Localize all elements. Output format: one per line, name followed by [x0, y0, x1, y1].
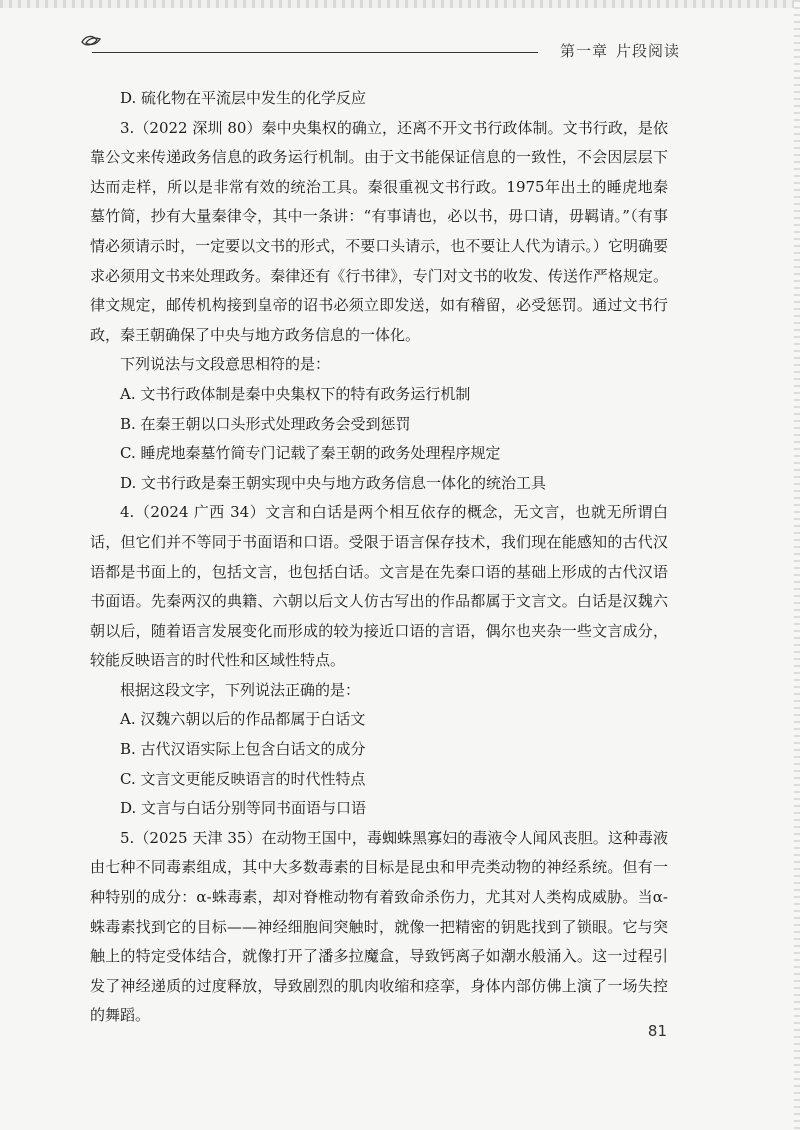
option-d-q2: D. 硫化物在平流层中发生的化学反应 — [120, 89, 367, 107]
leaf-ornament-icon — [80, 34, 102, 50]
question-3-stem: 3.（2022 深圳 80）秦中央集权的确立，还离不开文书行政体制。文书行政，是依靠公文来传递政务信息的政务运行机制。由于文书能保证信息的一致性，不会因层层下达而走样，所以是非常有效的统治工具。秦很重视文书行政。1975年出土的睡虎地秦墓竹简，抄有大量秦律令，其中一条讲：“有事请也，必以书，毋口请，毋羁请。”（有事情必须请示时，一定要以文书的形式，不要口头请示，也不要让人代为请示。）它明确要求必须用文书来处理政务。秦律还有《行书律》，专门对文书的收发、传送作严格规定。律文规定，邮传机构接到皇帝的诏书必须立即发送，如有稽留，必受惩罚。通过文书行政，秦王朝确保了中央与地方政务信息的一体化。 — [90, 118, 668, 344]
scan-edge-top — [0, 0, 800, 8]
page-header — [80, 34, 680, 68]
question-4-stem: 4.（2024 广西 34）文言和白话是两个相互依存的概念，无文言，也就无所谓白话，但它们并不等同于书面语和口语。受限于语言保存技术，我们现在能感知的古代汉语都是书面上的，包括文言，也包括白话。文言是在先秦口语的基础上形成的古代汉语书面语。先秦两汉的典籍、六朝以后文人仿古写出的作品都属于文言文。白话是汉魏六朝以后，随着语言发展变化而形成的较为接近口语的言语，偶尔也夹杂一些文言成分，较能反映语言的时代性和区域性特点。 — [90, 503, 668, 670]
option-a-q3: A. 文书行政体制是秦中央集权下的特有政务运行机制 — [120, 384, 471, 403]
chapter-label: 第一章 — [559, 42, 608, 60]
page-number: 81 — [647, 1022, 667, 1040]
header-rule — [92, 52, 538, 53]
option-b-q4: B. 古代汉语实际上包含白话文的成分 — [120, 740, 366, 759]
page-content — [90, 84, 668, 1031]
option-c-q4: C. 文言文更能反映语言的时代性特点 — [120, 769, 366, 788]
option-d-q4: D. 文言与白话分别等同书面语与口语 — [120, 799, 367, 818]
option-a-q4: A. 汉魏六朝以后的作品都属于白话文 — [120, 710, 366, 729]
scan-edge-right — [794, 0, 800, 1130]
question-4-prompt: 根据这段文字，下列说法正确的是： — [120, 680, 361, 699]
question-5-stem: 5.（2025 天津 35）在动物王国中，毒蜘蛛黑寡妇的毒液令人闻风丧胆。这种毒液由七种不同毒素组成，其中大多数毒素的目标是昆虫和甲壳类动物的神经系统。但有一种特别的成分：α-蛛毒素，却对脊椎动物有着致命杀伤力，尤其对人类构成威胁。当α-蛛毒素找到它的目标——神经细胞间突触时，就像一把精密的钥匙找到了锁眼。它与突触上的特定受体结合，就像打开了潘多拉魔盒，导致钙离子如潮水般涌入。这一过程引发了神经递质的过度释放，导致剧烈的肌肉收缩和痉挛，身体内部仿佛上演了一场失控的舞蹈。 — [90, 828, 668, 1025]
question-3-prompt: 下列说法与文段意思相符的是： — [120, 355, 331, 374]
option-c-q3: C. 睡虎地秦墓竹简专门记载了秦王朝的政务处理程序规定 — [120, 444, 501, 463]
option-d-q3: D. 文书行政是秦王朝实现中央与地方政务信息一体化的统治工具 — [120, 473, 547, 492]
section-label: 片段阅读 — [615, 42, 680, 60]
option-b-q3: B. 在秦王朝以口头形式处理政务会受到惩罚 — [120, 414, 411, 433]
